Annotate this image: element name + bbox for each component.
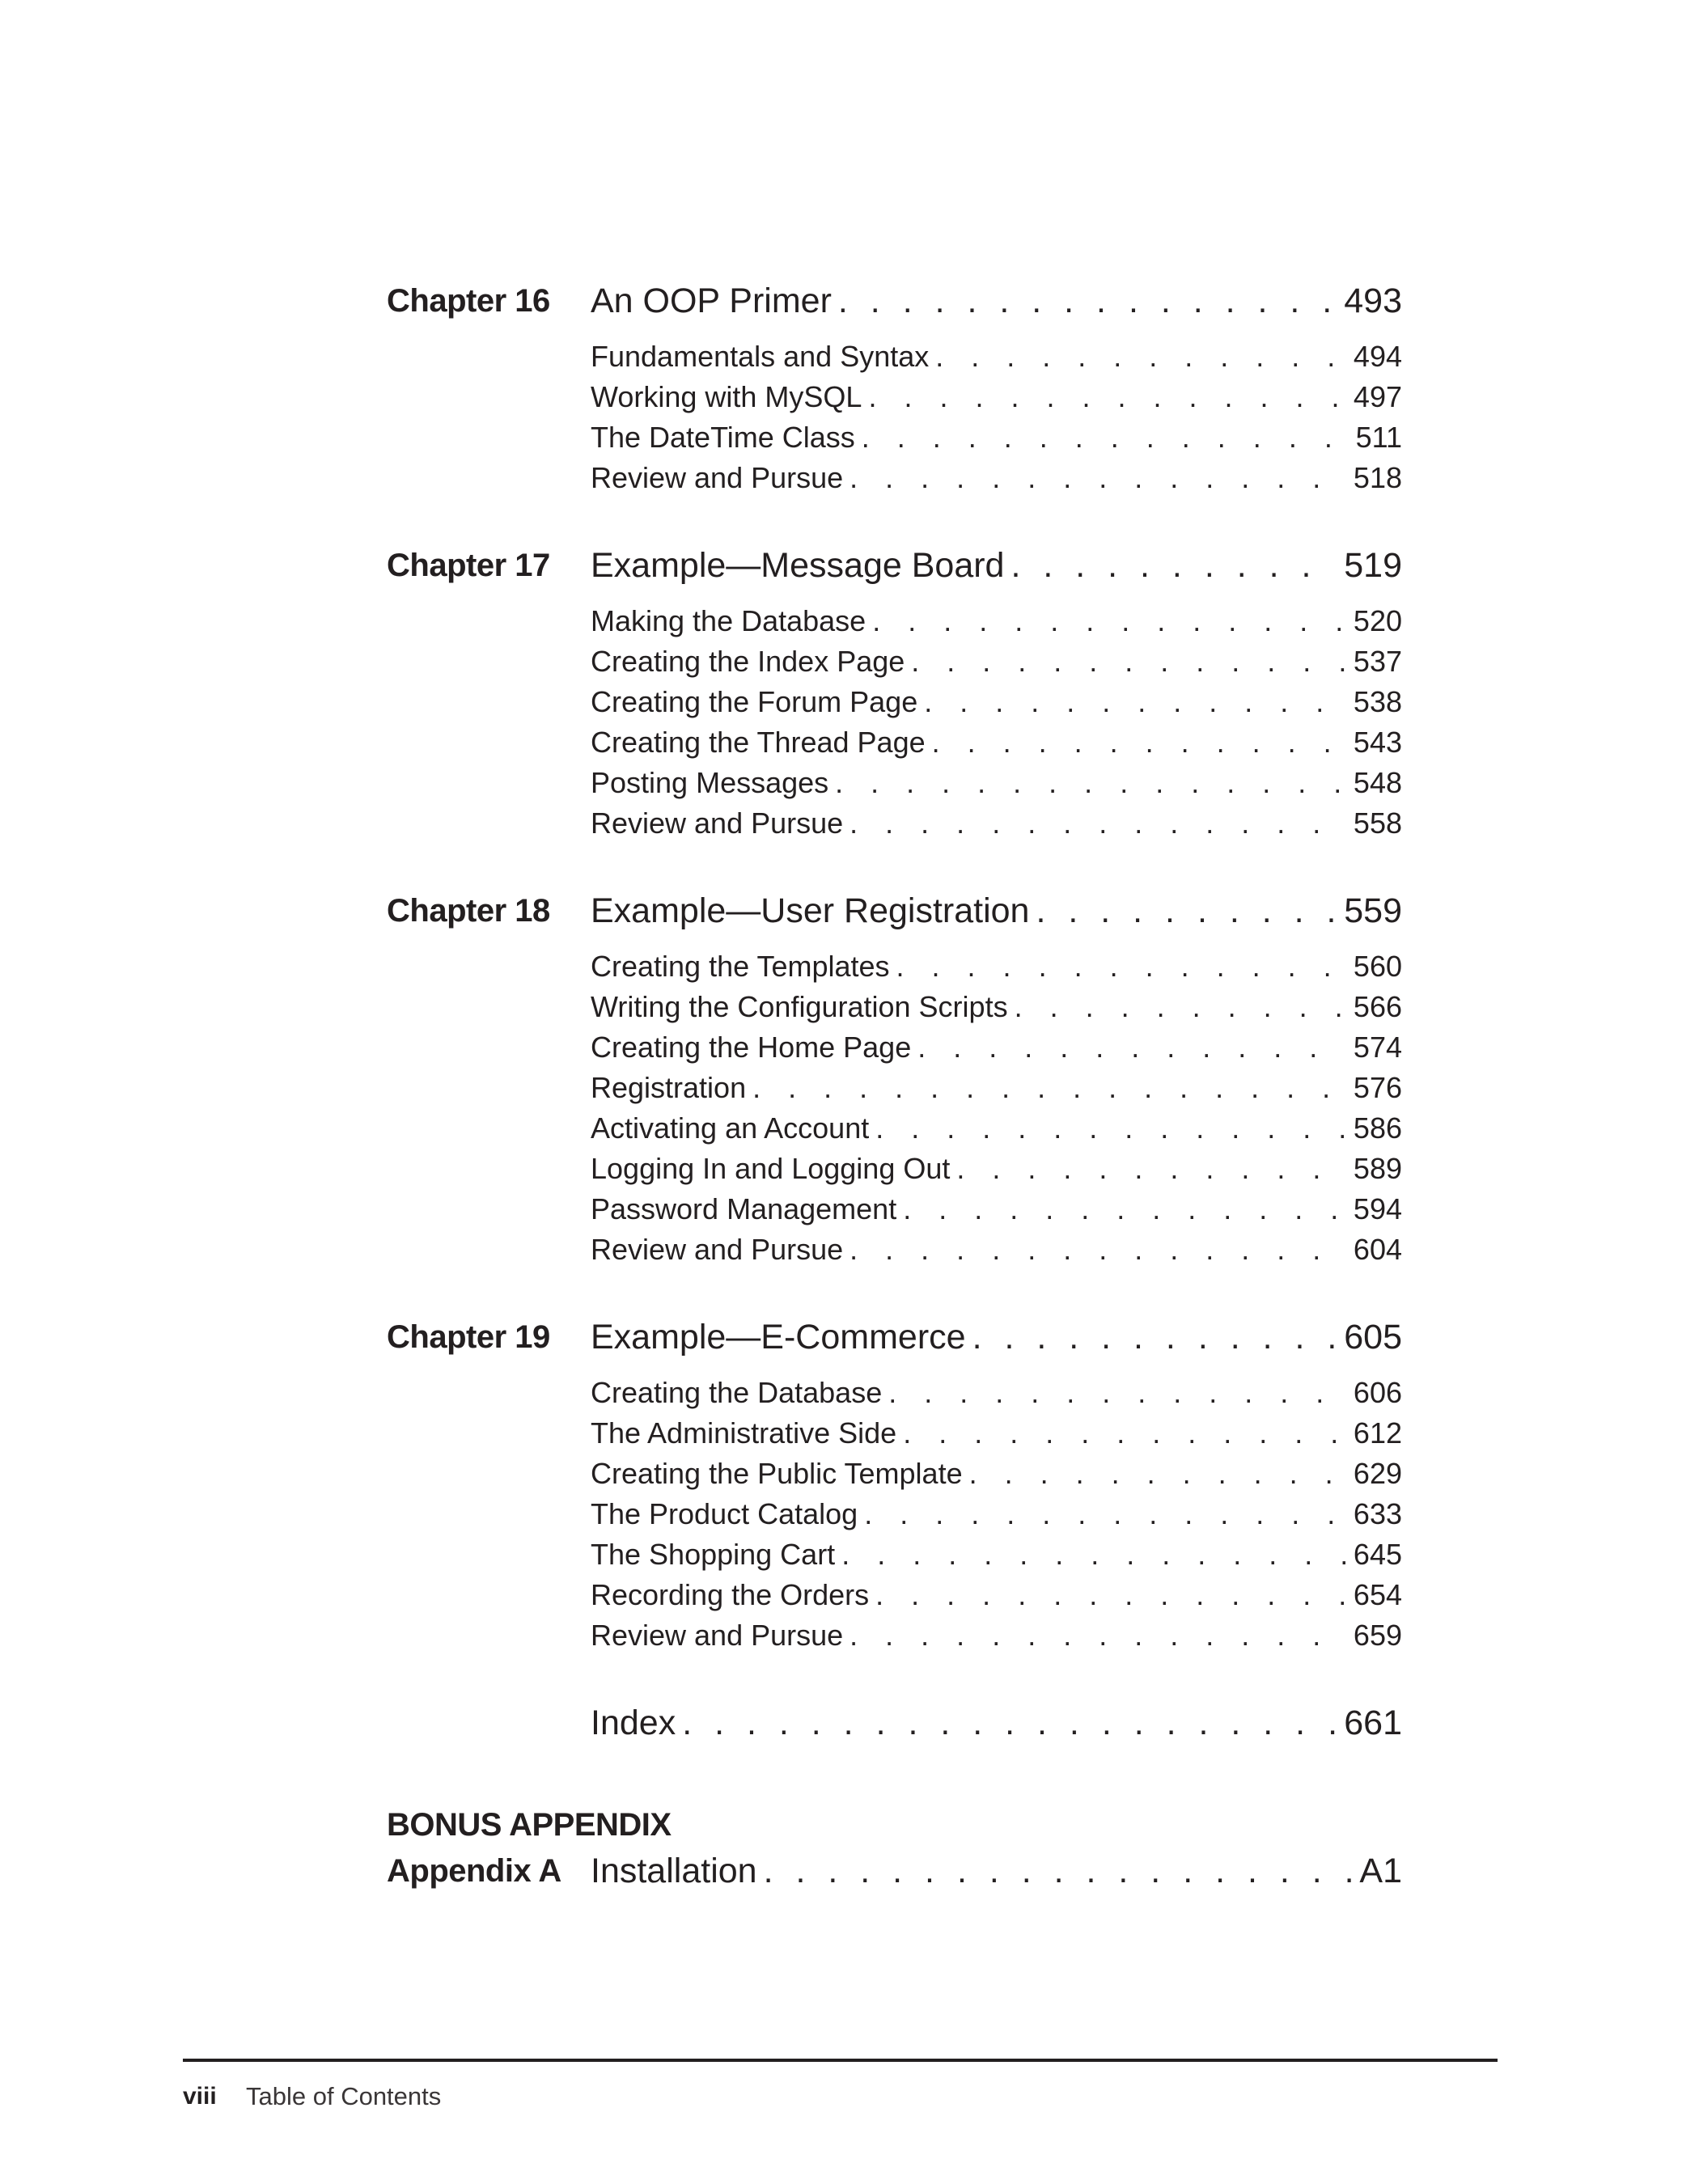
section-entry[interactable] <box>591 1415 1402 1452</box>
page-number: 586 <box>1353 1111 1402 1145</box>
section-title: Creating the Forum Page <box>591 685 918 718</box>
page-number: 566 <box>1353 990 1402 1023</box>
page-number: 659 <box>1353 1619 1402 1652</box>
page-number: 543 <box>1353 726 1402 759</box>
page-number: 494 <box>1353 340 1402 373</box>
section-entry[interactable] <box>591 1536 1402 1573</box>
dot-leader <box>864 1496 1345 1533</box>
section-entry[interactable] <box>591 1577 1402 1614</box>
dot-leader <box>875 1577 1345 1614</box>
dot-leader <box>1036 888 1336 933</box>
page-number: 519 <box>1344 546 1402 585</box>
page-number: 605 <box>1344 1318 1402 1357</box>
dot-leader <box>935 338 1345 375</box>
page-number: 497 <box>1353 380 1402 413</box>
page-number: 558 <box>1353 806 1402 840</box>
chapter-16-label: Chapter 16 <box>387 283 550 319</box>
section-title: Registration <box>591 1071 747 1104</box>
section-title: Review and Pursue <box>591 806 844 840</box>
page-number: 654 <box>1353 1578 1402 1611</box>
section-entry[interactable] <box>591 724 1402 761</box>
chapter-title: An OOP Primer <box>591 281 832 320</box>
page-number: 645 <box>1353 1538 1402 1571</box>
dot-leader <box>850 805 1345 842</box>
dot-leader <box>850 1617 1345 1654</box>
page-number: 520 <box>1353 604 1402 637</box>
dot-leader <box>1011 543 1336 588</box>
dot-leader <box>862 419 1348 456</box>
dot-leader <box>911 643 1345 680</box>
page-number: 589 <box>1353 1152 1402 1185</box>
appendix-title: Installation <box>591 1852 757 1890</box>
section-title: Review and Pursue <box>591 1619 844 1652</box>
section-title: Creating the Home Page <box>591 1031 912 1064</box>
chapter-19-label: Chapter 19 <box>387 1319 550 1355</box>
page-number: 606 <box>1353 1376 1402 1409</box>
dot-leader <box>835 764 1345 802</box>
section-entry[interactable] <box>591 338 1402 375</box>
footer-page-number: viii <box>183 2083 217 2110</box>
bonus-appendix-heading: BONUS APPENDIX <box>387 1807 672 1843</box>
chapter-18-label: Chapter 18 <box>387 893 550 929</box>
footer-running-title: Table of Contents <box>246 2082 442 2110</box>
section-entry[interactable] <box>591 1110 1402 1147</box>
dot-leader <box>841 1536 1345 1573</box>
page-number: 576 <box>1353 1071 1402 1104</box>
section-entry[interactable] <box>591 603 1402 640</box>
dot-leader <box>850 459 1345 497</box>
dot-leader <box>682 1700 1336 1746</box>
dot-leader <box>875 1110 1345 1147</box>
dot-leader <box>764 1848 1352 1894</box>
section-entry[interactable] <box>591 1617 1402 1654</box>
chapter-title: Example—E-Commerce <box>591 1318 966 1357</box>
dot-leader <box>956 1150 1345 1187</box>
section-title: Posting Messages <box>591 766 829 799</box>
section-title: The Administrative Side <box>591 1416 897 1450</box>
chapter-19-entry[interactable] <box>591 1314 1402 1360</box>
dot-leader <box>868 379 1345 416</box>
index-entry[interactable] <box>591 1700 1402 1746</box>
page-number: 538 <box>1353 685 1402 718</box>
section-title: Creating the Thread Page <box>591 726 926 759</box>
chapter-17-entry[interactable] <box>591 543 1402 588</box>
page-number: A1 <box>1359 1852 1402 1890</box>
section-entry[interactable] <box>591 1455 1402 1492</box>
page-number: 559 <box>1344 891 1402 930</box>
section-entry[interactable] <box>591 643 1402 680</box>
page-number: 612 <box>1353 1416 1402 1450</box>
dot-leader <box>872 603 1345 640</box>
section-title: The Product Catalog <box>591 1497 858 1530</box>
section-entry[interactable] <box>591 1150 1402 1187</box>
index-title: Index <box>591 1704 676 1742</box>
dot-leader <box>838 278 1336 324</box>
appendix-a-entry[interactable] <box>591 1848 1402 1894</box>
page-number: 661 <box>1344 1704 1402 1742</box>
dot-leader <box>903 1191 1345 1228</box>
chapter-title: Example—User Registration <box>591 891 1030 930</box>
page-number: 633 <box>1353 1497 1402 1530</box>
page-number: 518 <box>1353 461 1402 494</box>
section-title: Writing the Configuration Scripts <box>591 990 1008 1023</box>
section-entry[interactable] <box>591 1191 1402 1228</box>
dot-leader <box>1015 988 1345 1026</box>
section-title: Logging In and Logging Out <box>591 1152 951 1185</box>
section-entry[interactable] <box>591 1231 1402 1268</box>
chapter-16-entry[interactable] <box>591 278 1402 324</box>
section-entry[interactable] <box>591 1029 1402 1066</box>
section-entry[interactable] <box>591 419 1402 456</box>
footer-rule <box>183 2059 1498 2062</box>
page-number: 560 <box>1353 950 1402 983</box>
page-number: 574 <box>1353 1031 1402 1064</box>
section-title: The Shopping Cart <box>591 1538 836 1571</box>
chapter-18-entry[interactable] <box>591 888 1402 933</box>
dot-leader <box>932 724 1345 761</box>
section-title: Password Management <box>591 1192 897 1225</box>
dot-leader <box>969 1455 1345 1492</box>
section-entry[interactable] <box>591 1069 1402 1107</box>
section-entry[interactable] <box>591 379 1402 416</box>
section-title: The DateTime Class <box>591 421 855 454</box>
dot-leader <box>752 1069 1345 1107</box>
page-number: 537 <box>1353 645 1402 678</box>
section-entry[interactable] <box>591 805 1402 842</box>
section-title: Creating the Index Page <box>591 645 905 678</box>
dot-leader <box>924 684 1345 721</box>
section-title: Review and Pursue <box>591 461 844 494</box>
page-number: 493 <box>1344 281 1402 320</box>
section-title: Review and Pursue <box>591 1233 844 1266</box>
section-entry[interactable] <box>591 684 1402 721</box>
section-title: Working with MySQL <box>591 380 862 413</box>
page-number: 604 <box>1353 1233 1402 1266</box>
page-number: 629 <box>1353 1457 1402 1490</box>
appendix-a-label: Appendix A <box>387 1853 561 1889</box>
section-title: Making the Database <box>591 604 866 637</box>
section-title: Recording the Orders <box>591 1578 870 1611</box>
dot-leader <box>903 1415 1345 1452</box>
chapter-17-label: Chapter 17 <box>387 548 550 583</box>
chapter-title: Example—Message Board <box>591 546 1005 585</box>
dot-leader <box>896 948 1345 985</box>
page-number: 548 <box>1353 766 1402 799</box>
section-title: Creating the Public Template <box>591 1457 963 1490</box>
section-entry[interactable] <box>591 459 1402 497</box>
section-entry[interactable] <box>591 988 1402 1026</box>
dot-leader <box>888 1374 1345 1412</box>
dot-leader <box>917 1029 1345 1066</box>
section-title: Creating the Templates <box>591 950 890 983</box>
page-number: 594 <box>1353 1192 1402 1225</box>
section-entry[interactable] <box>591 1374 1402 1412</box>
section-title: Fundamentals and Syntax <box>591 340 930 373</box>
section-title: Creating the Database <box>591 1376 883 1409</box>
section-entry[interactable] <box>591 1496 1402 1533</box>
dot-leader <box>850 1231 1345 1268</box>
section-title: Activating an Account <box>591 1111 870 1145</box>
page-number: 511 <box>1355 421 1402 454</box>
dot-leader <box>972 1314 1337 1360</box>
section-entry[interactable] <box>591 764 1402 802</box>
section-entry[interactable] <box>591 948 1402 985</box>
